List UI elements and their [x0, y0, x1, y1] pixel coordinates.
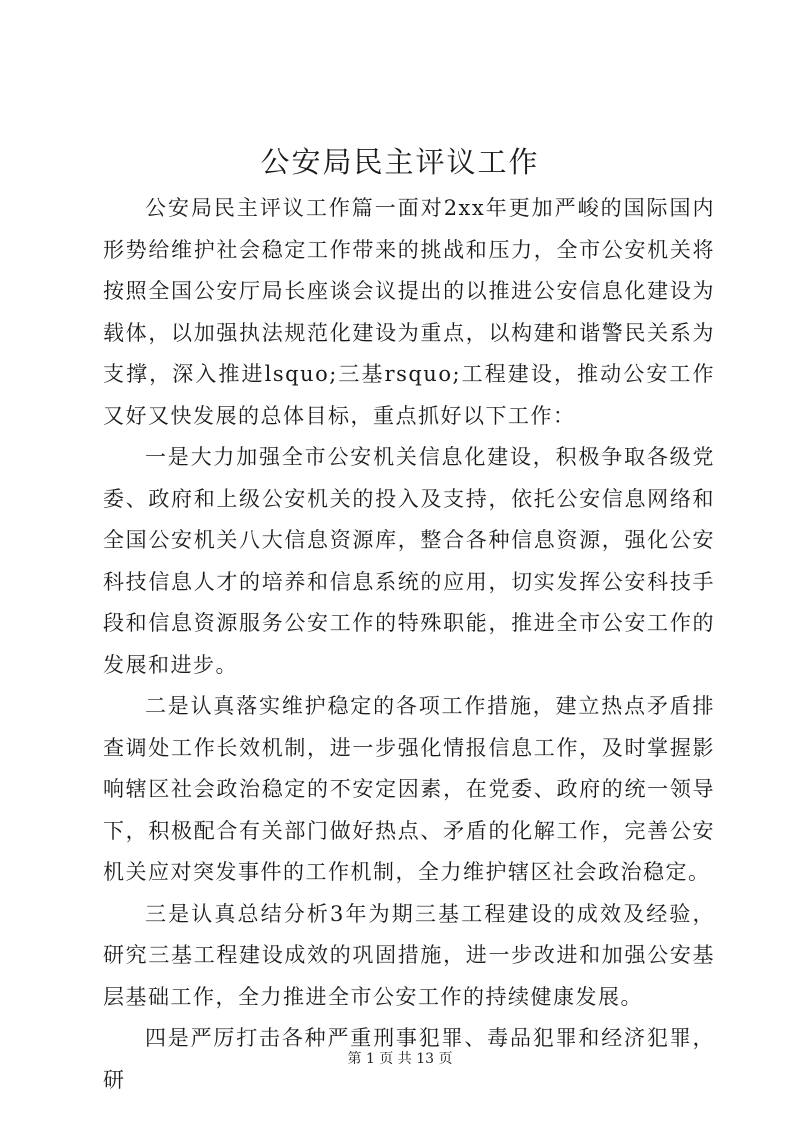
- document-body: [103, 188, 715, 1101]
- paragraph-item-3: 三是认真总结分析3年为期三基工程建设的成效及经验，研究三基工程建设成效的巩固措施，进一步改进和加强公安基层基础工作，全力推进全市公安工作的持续健康发展。: [103, 901, 715, 1009]
- document-title: 公安局民主评议工作: [260, 145, 540, 179]
- paragraph-item-2: 二是认真落实维护稳定的各项工作措施，建立热点矛盾排查调处工作长效机制，进一步强化情报信息工作，及时掌握影响辖区社会政治稳定的不安定因素，在党委、政府的统一领导下，积极配合有关部门做好热点、矛盾的化解工作，完善公安机关应对突发事件的工作机制，全力维护辖区社会政治稳定。: [103, 694, 715, 884]
- paragraph-item-4: 四是严厉打击各种严重刑事犯罪、毒品犯罪和经济犯罪，研: [103, 1026, 715, 1092]
- page-footer: 第 1 页 共 13 页: [347, 1051, 453, 1067]
- paragraph-item-1: 一是大力加强全市公安机关信息化建设，积极争取各级党委、政府和上级公安机关的投入及支持，依托公安信息网络和全国公安机关八大信息资源库，整合各种信息资源，强化公安科技信息人才的培养和信息系统的应用，切实发挥公安科技手段和信息资源服务公安工作的特殊职能，推进全市公安工作的发展和进步。: [103, 445, 715, 677]
- paragraph-intro: 公安局民主评议工作篇一面对2xx年更加严峻的国际国内形势给维护社会稳定工作带来的挑战和压力，全市公安机关将按照全国公安厅局长座谈会议提出的以推进公安信息化建设为载体，以加强执法规范化建设为重点，以构建和谐警民关系为支撑，深入推进lsquo;三基rsquo;工程建设，推动公安工作又好又快发展的总体目标，重点抓好以下工作：: [103, 196, 715, 428]
